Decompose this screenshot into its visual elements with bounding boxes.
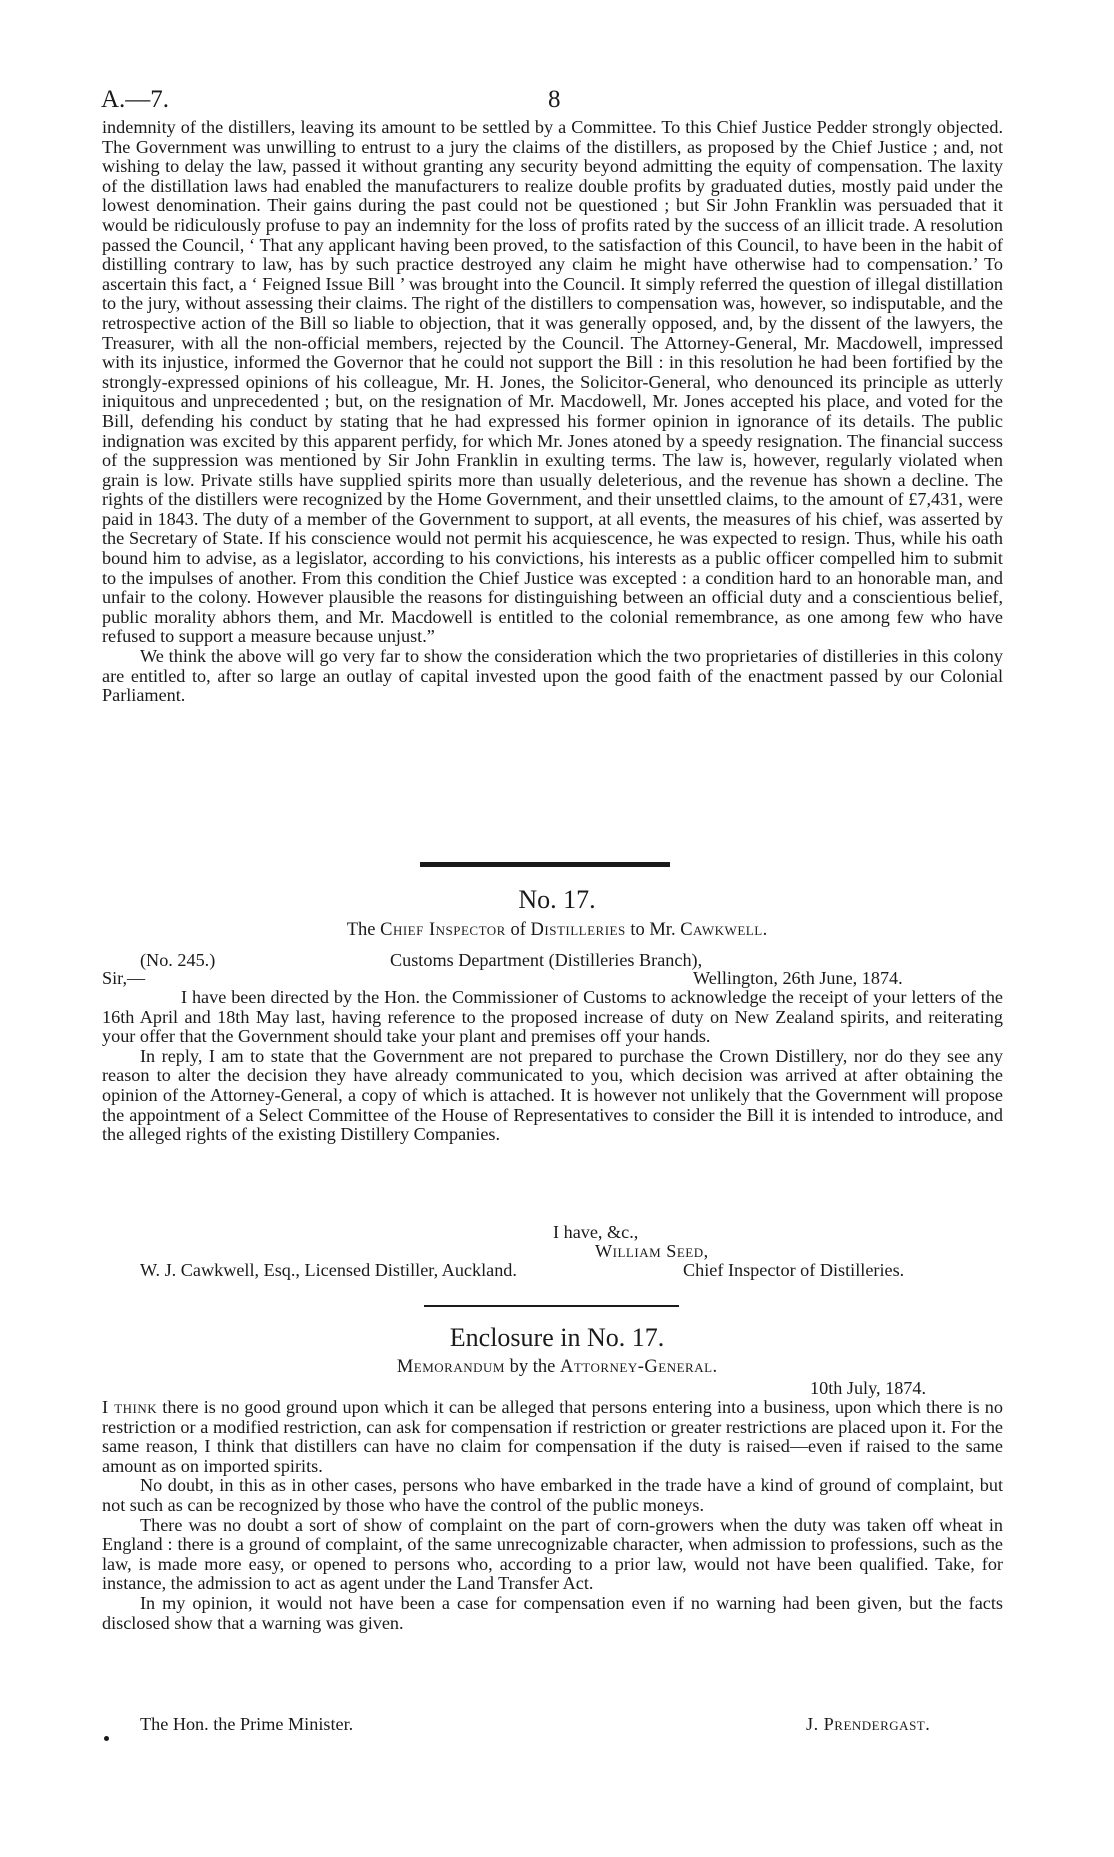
enclosure-paragraph-4: In my opinion, it would not have been a case for compensation even if no warning had been given, but the facts disclosed show that a warning was given. xyxy=(102,1592,1003,1633)
closing-paragraph: We think the above will go very far to show the consideration which the two proprietaries of distilleries in this colony are entitled to, after so large an outlay of capital invested upon the good faith of the enactment passed by our Colonial Parliament. xyxy=(102,646,1003,706)
enclosure-date: 10th July, 1874. xyxy=(810,1378,927,1398)
letter-signatory-title: Chief Inspector of Distilleries. xyxy=(683,1260,905,1280)
enclosure-title: Memorandum by the Attorney-General. xyxy=(396,1357,718,1377)
enclosure-addressee: The Hon. the Prime Minister. xyxy=(140,1714,354,1734)
quoted-text-block xyxy=(102,118,1003,706)
letter-signatory: William Seed, xyxy=(595,1241,709,1261)
enclosure-signature: J. Prendergast. xyxy=(806,1714,931,1734)
page-number: 8 xyxy=(548,86,561,113)
letter-title: The Chief Inspector of Distilleries to Mr. Cawkwell. xyxy=(346,920,768,940)
enclosure-paragraph-3: There was no doubt a sort of show of complaint on the part of corn-growers when the duty was taken off wheat in England : there is a ground of complaint, of the same unrecognizable character, when admission to professions, such as the law, is made more easy, or opened to persons who, according to a prior law, would not have been qualified. Take, for instance, the admission to act as agent under the Land Transfer Act. xyxy=(102,1514,1003,1594)
letter-place-date: Wellington, 26th June, 1874. xyxy=(693,968,903,988)
letter-ref-number: (No. 245.) xyxy=(140,950,216,970)
letter-salutation: Sir,— xyxy=(102,968,146,988)
enclosure-heading: Enclosure in No. 17. xyxy=(449,1323,665,1352)
section-divider-thick xyxy=(420,862,670,867)
letter-paragraph-1: I have been directed by the Hon. the Commissioner of Customs to acknowledge the receipt of your letters of the 16th April and 18th May last, having reference to the proposed increase of duty on New Zealand spirits, and reiterating your offer that the Government should take your plant and premises off your hands. xyxy=(102,987,1003,1047)
letter-paragraph-2: In reply, I am to state that the Government are not prepared to purchase the Crown Distillery, nor do they see any reason to alter the decision they have already communicated to you, which decision was arrived at after obtaining the opinion of the Attorney-General, a copy of which is attached. It is however not unlikely that the Government will propose the appointment of a Select Committee of the House of Representatives to consider the Bill it is intended to introduce, and the alleged rights of the existing Distillery Companies. xyxy=(102,1045,1003,1145)
document-reference: A.—7. xyxy=(101,86,170,113)
letter-closing: I have, &c., xyxy=(553,1222,639,1242)
enclosure-paragraph-1: I think there is no good ground upon which it can be alleged that persons entering into a business, upon which there is no restriction or a modified restriction, can ask for compensation if restriction or greater restrictions are placed upon it. For the same reason, I think that distillers can have no claim for compensation if the duty is raised—even if raised to the same amount as on imported spirits. xyxy=(102,1397,1003,1476)
ink-mark xyxy=(104,1736,109,1741)
letter-number-heading: No. 17. xyxy=(518,885,596,914)
section-divider-thin xyxy=(424,1305,679,1307)
enclosure-body xyxy=(102,1398,1003,1633)
top-paragraph: indemnity of the distillers, leaving its amount to be settled by a Committee. To this Chief Justice Pedder strongly objected. The Government was unwilling to entrust to a jury the claims of the distillers, as proposed by the Chief Justice ; and, not wishing to delay the law, passed it without granting any security beyond admitting the equity of compensation. The laxity of the distillation laws had enabled the manufacturers to realize double profits by graduated duties, mostly paid under the lowest denomination. Their gains during the past could not be questioned ; but Sir John Franklin was persuaded that it would be ridiculously profuse to pay an indemnity for the loss of profits rated by the success of an illicit trade. A resolution passed the Council, ‘ That any applicant having been proved, to the satisfaction of this Council, to have been in the habit of distilling contrary to law, has by such practice destroyed any claim he might have otherwise had to compensation.’ To ascertain this fact, a ‘ Feigned Issue Bill ’ was brought into the Council. It simply referred the question of illegal distillation to the jury, without assessing their claims. The right of the distillers to compensation was, however, so indisputable, and the retrospective action of the Bill so liable to objection, that it was generally opposed, and, by the dissent of the lawyers, the Treasurer, with all the non-official members, rejected by the Council. The Attorney-General, Mr. Macdowell, impressed with its injustice, informed the Governor that he could not support the Bill : in this resolution he had been fortified by the strongly-expressed opinions of his colleague, Mr. H. Jones, the Solicitor-General, who denounced its principle as utterly iniquitous and unprecedented ; but, on the resignation of Mr. Macdowell, Mr. Jones accepted his place, and voted for the Bill, defending his conduct by stating that he had expressed his former opinion in ignorance of its details. The public indignation was excited by this apparent perfidy, for which Mr. Jones atoned by a speedy resignation. The financial success of the suppression was mentioned by Sir John Franklin in exulting terms. The law is, however, regularly violated when grain is low. Private stills have supplied spirits more than usually deleterious, and the revenue has shown a decline. The rights of the distillers were recognized by the Home Government, and their unsettled claims, to the amount of £7,431, were paid in 1843. The duty of a member of the Government to support, at all events, the measures of his chief, was asserted by the Secretary of State. If his conscience would not permit his acquiescence, he was expected to resign. Thus, while his oath bound him to advise, as a legislator, according to his convictions, his interests as a public officer compelled him to submit to the impulses of another. From this condition the Chief Justice was excepted : a condition hard to an honorable man, and unfair to the colony. However plausible the reasons for distinguishing between an official duty and a conscientious belief, public morality abhors them, and Mr. Macdowell is entitled to the colonial remembrance, as one among few who have refused to support a measure because unjust.” xyxy=(102,117,1003,647)
letter-office: Customs Department (Distilleries Branch), xyxy=(390,950,703,970)
letter-addressee: W. J. Cawkwell, Esq., Licensed Distiller, Auckland. xyxy=(140,1260,517,1280)
letter-body xyxy=(102,988,1003,1145)
enclosure-paragraph-2: No doubt, in this as in other cases, persons who have embarked in the trade have a kind of ground of complaint, but not such as can be recognized by those who have the control of the public moneys. xyxy=(102,1475,1003,1515)
